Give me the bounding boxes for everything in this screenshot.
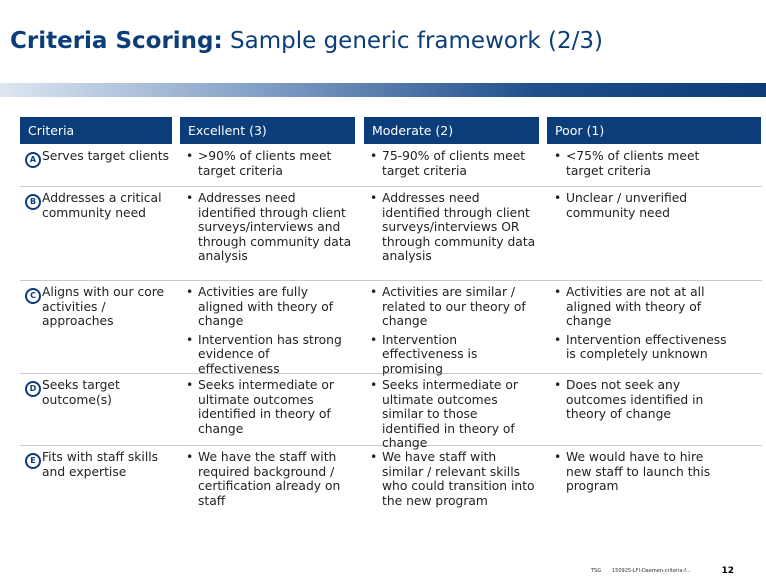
- bullet-item: • Addresses need identified through client surveys/interviews and through community data analysis: [184, 191, 352, 264]
- title-rest: Sample generic framework (2/3): [222, 28, 603, 54]
- criteria-label: Seeks target outcome(s): [42, 378, 120, 407]
- bullet-item: • Addresses need identified through client surveys/interviews OR through community data analysis: [368, 191, 536, 264]
- moderate-cell: [368, 285, 536, 377]
- bullet-item: • Seeks intermediate or ultimate outcomes identified in theory of change: [184, 378, 352, 436]
- bullet-item: • Seeks intermediate or ultimate outcomes similar to those identified in theory of change: [368, 378, 536, 451]
- footer-left: TSG: [591, 568, 602, 574]
- row-letter-badge: D: [25, 381, 41, 397]
- bullet-item: • Activities are fully aligned with theory of change: [184, 285, 352, 329]
- criteria-label: Serves target clients: [42, 149, 170, 163]
- bullet-item: • Intervention effectiveness is completely unknown: [552, 333, 730, 362]
- moderate-cell: [368, 191, 536, 264]
- page-number: 12: [721, 566, 734, 576]
- excellent-cell: [184, 285, 352, 377]
- slide-title: [10, 28, 603, 54]
- footer-middle: 150925-LFI-Daemen-criteria-f...: [612, 568, 691, 574]
- row-letter-badge: B: [25, 194, 41, 210]
- bullet-item: • Intervention has strong evidence of effectiveness: [184, 333, 352, 377]
- excellent-cell: [184, 191, 352, 264]
- moderate-cell: [368, 378, 536, 451]
- poor-cell: [552, 450, 730, 494]
- bullet-item: • Does not seek any outcomes identified in theory of change: [552, 378, 730, 422]
- criteria-label: Addresses a critical community need: [42, 191, 162, 220]
- row-letter-badge: A: [25, 152, 41, 168]
- bullet-item: • Intervention effectiveness is promising: [368, 333, 536, 377]
- bullet-item: • We would have to hire new staff to launch this program: [552, 450, 730, 494]
- poor-cell: [552, 285, 730, 362]
- header-excellent: Excellent (3): [180, 117, 355, 144]
- criteria-label: Fits with staff skills and expertise: [42, 450, 159, 479]
- excellent-cell: [184, 378, 352, 436]
- row-divider: [20, 280, 762, 281]
- header-criteria: Criteria: [20, 117, 172, 144]
- criteria-label: Aligns with our core activities / approaches: [42, 285, 165, 329]
- bullet-item: • Unclear / unverified community need: [552, 191, 730, 220]
- row-letter-badge: E: [25, 453, 41, 469]
- row-divider: [20, 186, 762, 187]
- title-bold: Criteria Scoring:: [10, 28, 223, 54]
- title-rule: [0, 83, 766, 97]
- row-letter-badge: C: [25, 288, 41, 304]
- bullet-item: • >90% of clients meet target criteria: [184, 149, 352, 178]
- bullet-item: • Activities are similar / related to our theory of change: [368, 285, 536, 329]
- excellent-cell: [184, 149, 352, 178]
- bullet-item: • 75-90% of clients meet target criteria: [368, 149, 536, 178]
- bullet-item: • Activities are not at all aligned with theory of change: [552, 285, 730, 329]
- header-moderate: Moderate (2): [364, 117, 539, 144]
- bullet-item: • <75% of clients meet target criteria: [552, 149, 730, 178]
- moderate-cell: [368, 149, 536, 178]
- bullet-item: • We have staff with similar / relevant skills who could transition into the new program: [368, 450, 536, 508]
- header-poor: Poor (1): [547, 117, 761, 144]
- poor-cell: [552, 378, 730, 422]
- poor-cell: [552, 191, 730, 220]
- bullet-item: • We have the staff with required background / certification already on staff: [184, 450, 352, 508]
- moderate-cell: [368, 450, 536, 508]
- poor-cell: [552, 149, 730, 178]
- excellent-cell: [184, 450, 352, 508]
